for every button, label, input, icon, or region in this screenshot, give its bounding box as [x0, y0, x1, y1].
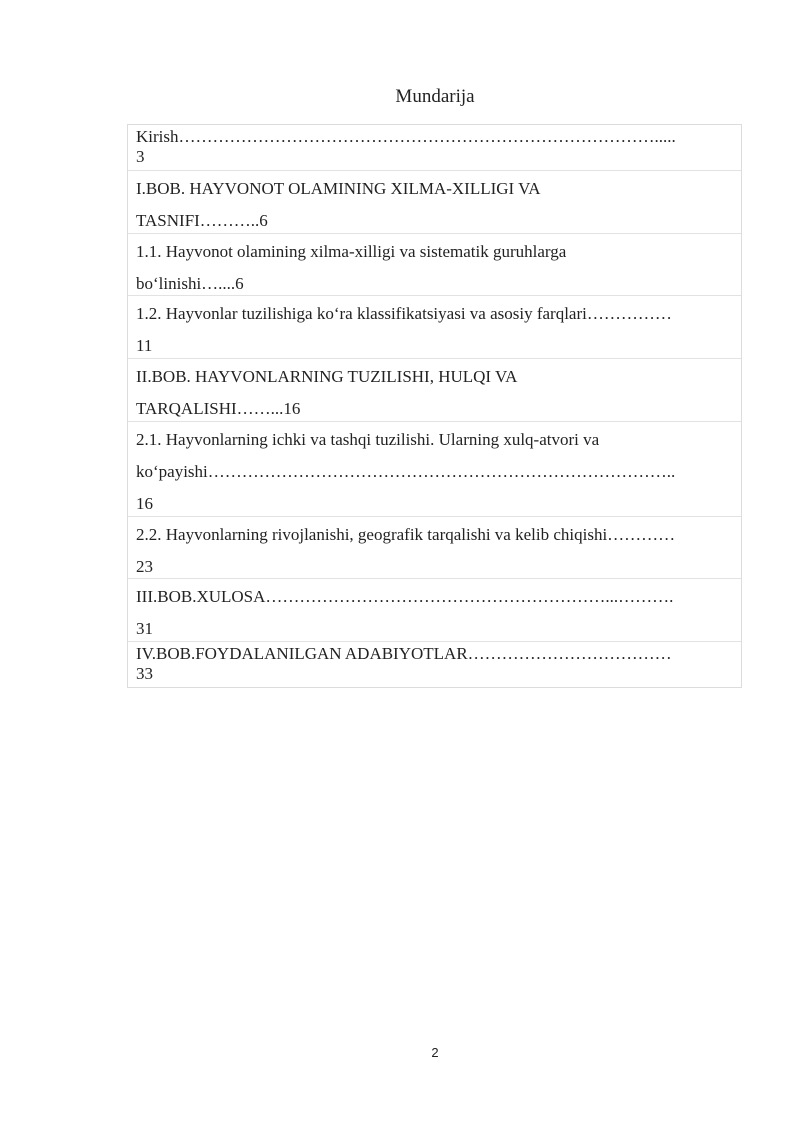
toc-entry-section-2-2 [128, 516, 741, 578]
toc-entry-section-1-1 [128, 233, 741, 295]
toc-entry-text: III.BOB.XULOSA……………………………………………………...………. [136, 587, 674, 606]
toc-entry-text: 1.1. Hayvonot olamining xilma-xilligi va sistematik guruhlarga [136, 242, 567, 261]
toc-entry-text-cont: TASNIFI………..6 [136, 211, 268, 230]
toc-entry-page: 23 [136, 557, 153, 576]
toc-entry-page: 33 [136, 664, 153, 683]
table-of-contents [127, 124, 742, 688]
document-title: Mundarija [395, 86, 475, 107]
toc-entry-page: 11 [136, 336, 153, 355]
toc-entry-chapter-1 [128, 170, 741, 233]
toc-entry-text: 2.1. Hayvonlarning ichki va tashqi tuzilishi. Ularning xulq-atvori va [136, 430, 600, 449]
toc-entry-page: 31 [136, 619, 153, 638]
toc-entry-text-cont: ko‘payishi……………………………………………………………………….. [136, 462, 676, 481]
toc-entry-page: 16 [136, 494, 153, 513]
toc-entry-kirish [128, 125, 741, 170]
toc-entry-section-2-1 [128, 421, 741, 516]
toc-entry-chapter-3 [128, 578, 741, 641]
toc-entry-text-cont: TARQALISHI……...16 [136, 399, 301, 418]
toc-entry-section-1-2 [128, 295, 741, 358]
toc-entry-text: I.BOB. HAYVONOT OLAMINING XILMA-XILLIGI VA [136, 179, 541, 198]
toc-entry-page: 3 [136, 147, 145, 166]
page-number: 2 [431, 1045, 439, 1060]
toc-entry-text-cont: bo‘linishi…....6 [136, 274, 244, 293]
toc-entry-chapter-4 [128, 641, 741, 687]
toc-entry-text: 1.2. Hayvonlar tuzilishiga ko‘ra klassifikatsiyasi va asosiy farqlari…………… [136, 304, 672, 323]
toc-entry-text: 2.2. Hayvonlarning rivojlanishi, geografik tarqalishi va kelib chiqishi………… [136, 525, 676, 544]
toc-entry-text: IV.BOB.FOYDALANILGAN ADABIYOTLAR……………………………… [136, 644, 672, 663]
toc-entry-chapter-2 [128, 358, 741, 421]
toc-entry-text: II.BOB. HAYVONLARNING TUZILISHI, HULQI VA [136, 367, 518, 386]
toc-entry-text: Kirish…………………………………………………………………………..... [136, 127, 676, 146]
